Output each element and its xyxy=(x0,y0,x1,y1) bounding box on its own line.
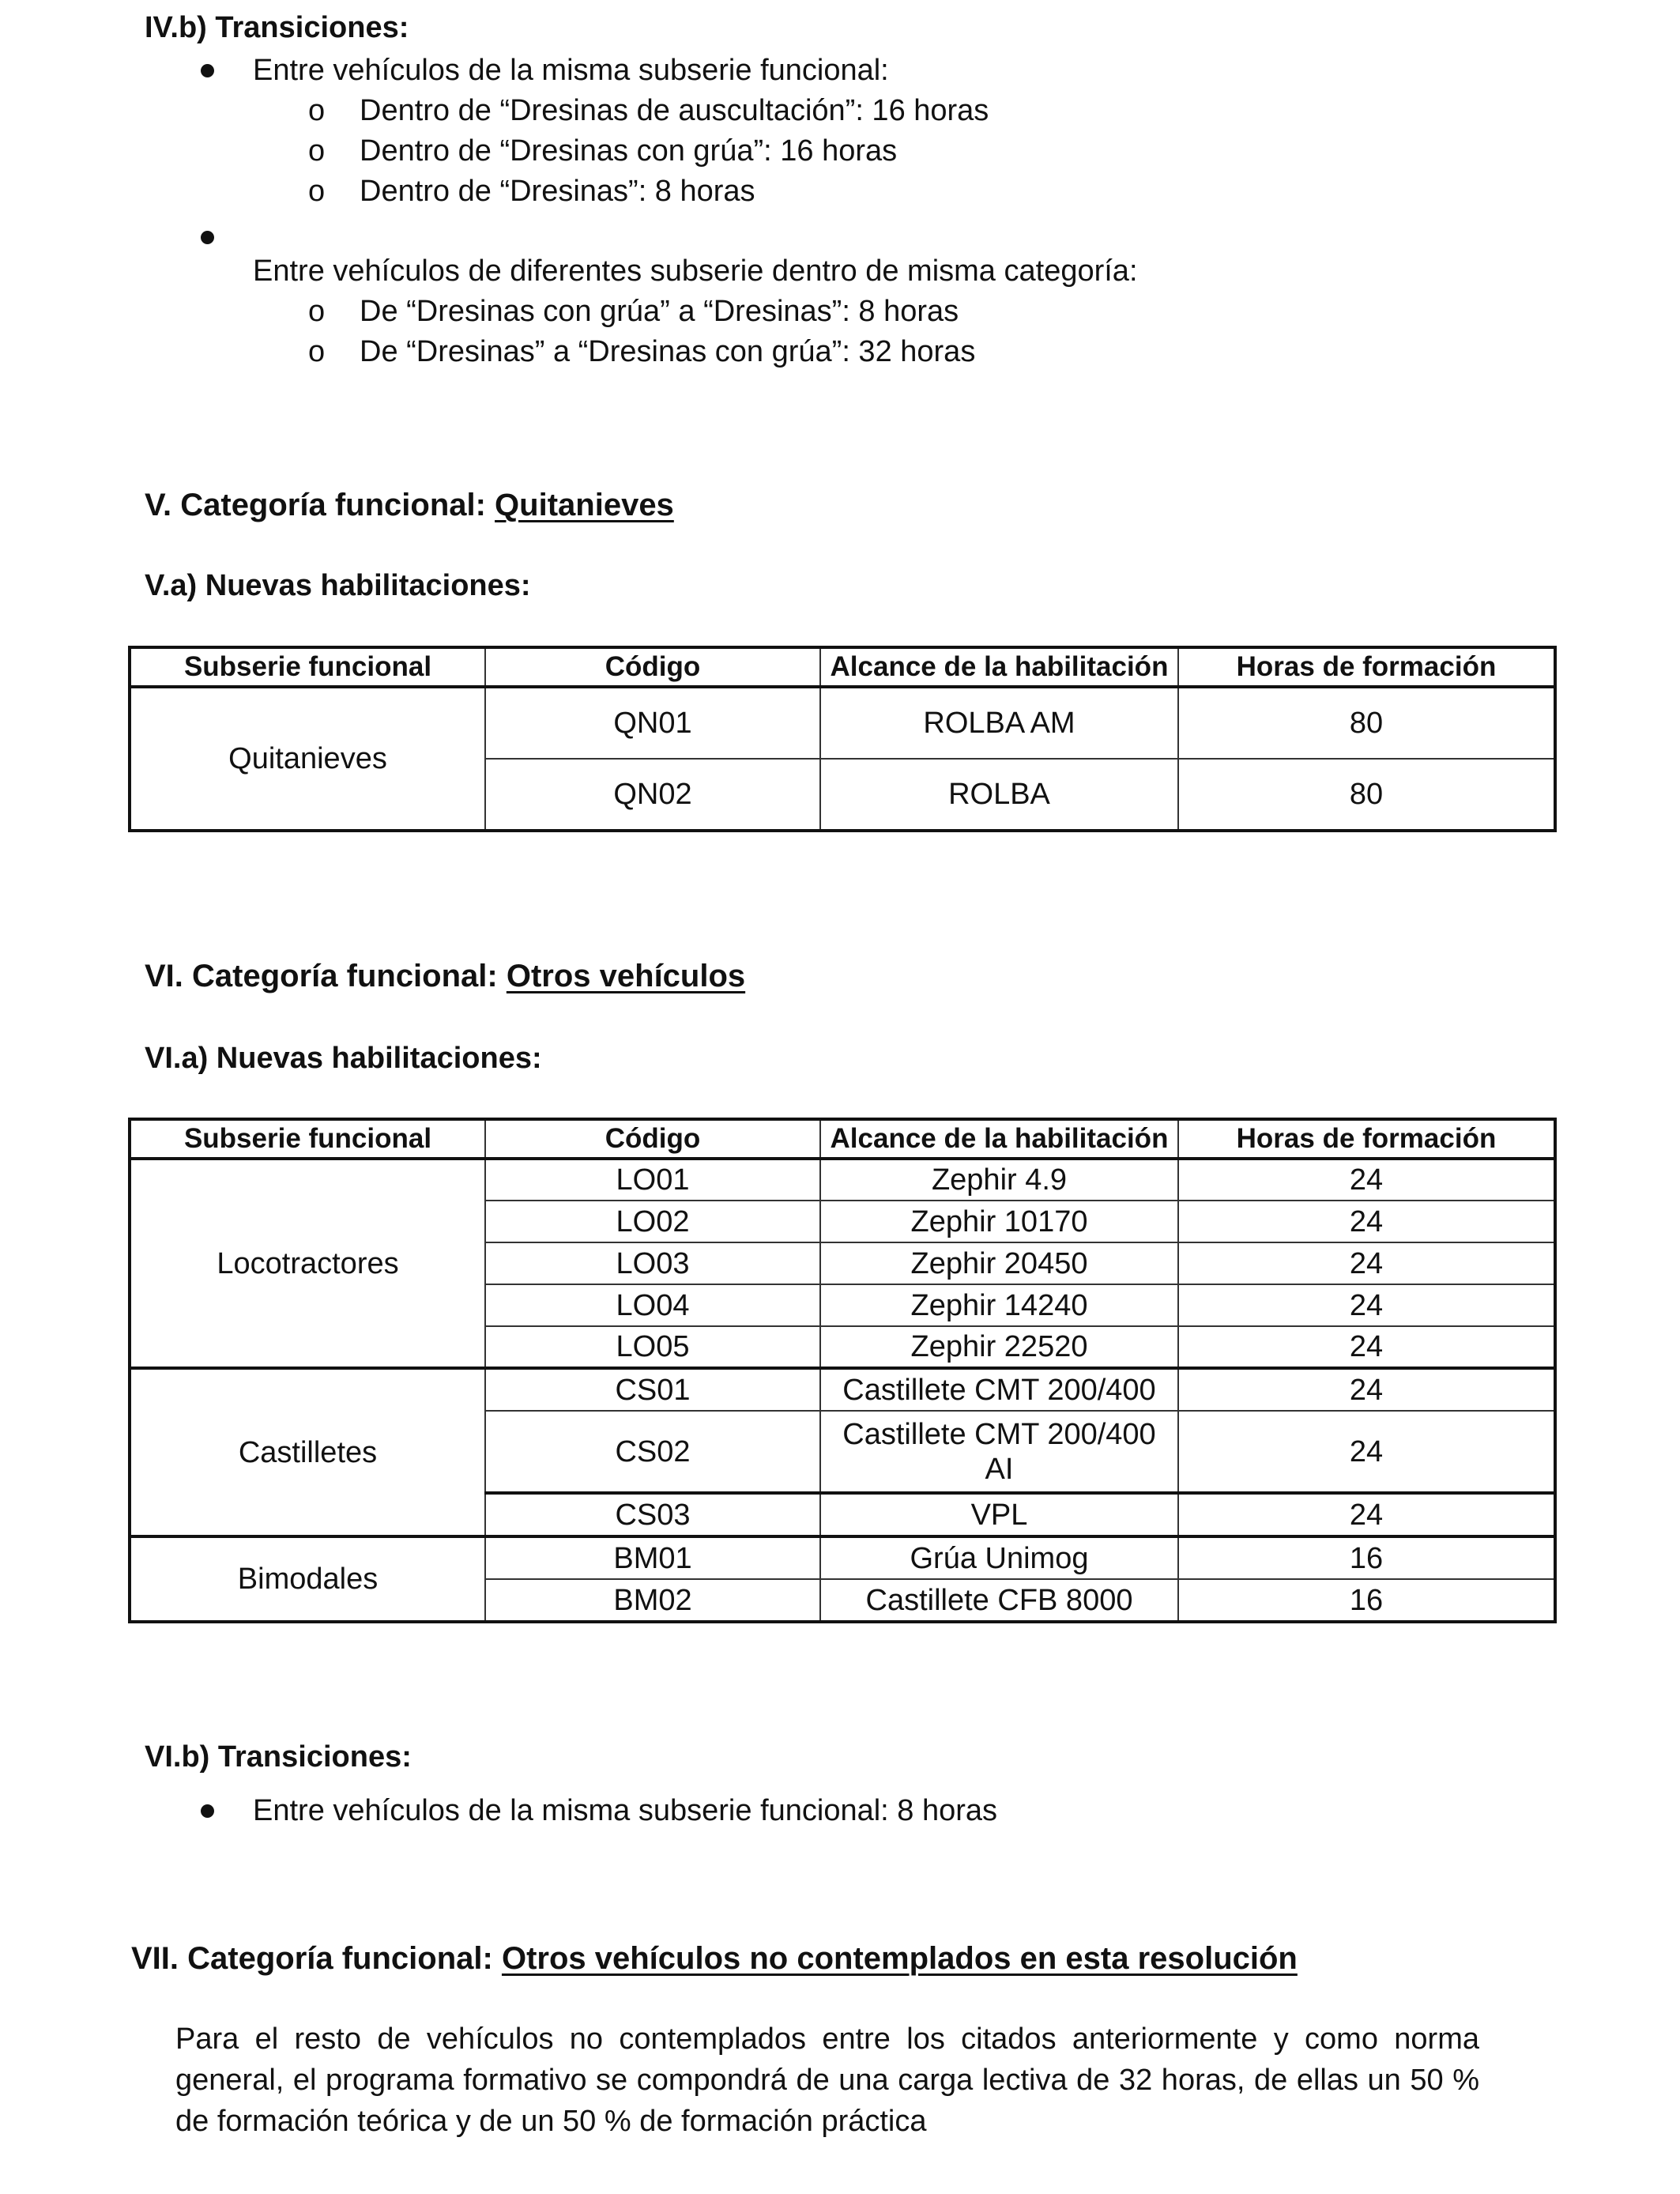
cell-codigo: CS02 xyxy=(485,1411,820,1493)
col-header-horas: Horas de formación xyxy=(1178,647,1555,687)
section-v-heading xyxy=(145,487,674,523)
section-vi-heading-link: Otros vehículos xyxy=(506,959,746,993)
cell-horas: 24 xyxy=(1178,1242,1555,1284)
section-v-heading-link: Quitanieves xyxy=(495,488,674,522)
list-item: Dentro de “Dresinas con grúa”: 16 horas xyxy=(360,134,898,168)
cell-horas: 24 xyxy=(1178,1411,1555,1493)
col-header-horas: Horas de formación xyxy=(1178,1119,1555,1159)
col-header-subserie: Subserie funcional xyxy=(130,647,485,687)
cell-horas: 24 xyxy=(1178,1201,1555,1242)
section-vii-heading-link: Otros vehículos no contemplados en esta resolución xyxy=(501,1941,1298,1976)
section-vii-paragraph xyxy=(175,2019,1479,2142)
section-vii-heading-prefix: VII. Categoría funcional: xyxy=(131,1941,502,1976)
cell-alcance: Grúa Unimog xyxy=(820,1536,1178,1579)
list-item: De “Dresinas con grúa” a “Dresinas”: 8 horas xyxy=(360,295,959,328)
bullet-icon xyxy=(201,1804,214,1818)
table-row xyxy=(130,1368,1555,1411)
bullet-text-same-subserie: Entre vehículos de la misma subserie funcional: xyxy=(253,54,889,87)
table-otros-vehiculos xyxy=(128,1118,1557,1623)
bullet-icon xyxy=(201,64,214,77)
circle-bullet-icon: o xyxy=(308,335,326,368)
table-quitanieves xyxy=(128,646,1557,832)
cell-horas: 16 xyxy=(1178,1579,1555,1622)
list-item: Dentro de “Dresinas de auscultación”: 16 horas xyxy=(360,94,989,127)
cell-subserie: Bimodales xyxy=(130,1536,485,1622)
col-header-subserie: Subserie funcional xyxy=(130,1119,485,1159)
section-vi-heading xyxy=(145,958,745,994)
cell-alcance-line1: Castillete CMT 200/400 xyxy=(842,1417,1156,1451)
cell-codigo: LO02 xyxy=(485,1201,820,1242)
circle-bullet-icon: o xyxy=(308,295,326,328)
cell-alcance-line2: AI xyxy=(985,1452,1014,1486)
table-row xyxy=(130,1536,1555,1579)
cell-horas: 80 xyxy=(1178,759,1555,831)
table-row xyxy=(130,687,1555,759)
col-header-codigo: Código xyxy=(485,1119,820,1159)
paragraph-line: de formación teórica y de un 50 % de formación práctica xyxy=(175,2105,927,2138)
col-header-alcance: Alcance de la habilitación xyxy=(820,647,1178,687)
section-v-heading-prefix: V. Categoría funcional: xyxy=(145,488,495,522)
section-vi-heading-prefix: VI. Categoría funcional: xyxy=(145,959,507,993)
cell-codigo: LO01 xyxy=(485,1159,820,1201)
cell-subserie: Locotractores xyxy=(130,1159,485,1368)
cell-codigo: BM02 xyxy=(485,1579,820,1622)
bullet-text-vib: Entre vehículos de la misma subserie funcional: 8 horas xyxy=(253,1794,998,1827)
section-vii-heading xyxy=(131,1940,1298,1977)
cell-codigo: QN02 xyxy=(485,759,820,831)
cell-codigo: LO05 xyxy=(485,1326,820,1368)
cell-horas: 80 xyxy=(1178,687,1555,759)
circle-bullet-icon: o xyxy=(308,134,326,168)
paragraph-line: Para el resto de vehículos no contemplados entre los citados anteriormente y como norma xyxy=(175,2022,1479,2056)
cell-alcance: ROLBA xyxy=(820,759,1178,831)
cell-alcance: Zephir 20450 xyxy=(820,1242,1178,1284)
cell-alcance: Castillete CFB 8000 xyxy=(820,1579,1178,1622)
bullet-text-different-subserie: Entre vehículos de diferentes subserie dentro de misma categoría: xyxy=(253,254,1138,288)
cell-subserie: Castilletes xyxy=(130,1368,485,1536)
cell-horas: 16 xyxy=(1178,1536,1555,1579)
circle-bullet-icon: o xyxy=(308,94,326,127)
bullet-icon xyxy=(201,231,214,244)
cell-codigo: QN01 xyxy=(485,687,820,759)
cell-codigo: BM01 xyxy=(485,1536,820,1579)
cell-subserie: Quitanieves xyxy=(130,687,485,831)
list-item: Dentro de “Dresinas”: 8 horas xyxy=(360,175,755,208)
section-vib-heading: VI.b) Transiciones: xyxy=(145,1740,412,1774)
paragraph-line: general, el programa formativo se compondrá de una carga lectiva de 32 horas, de ellas un 50 % xyxy=(175,2064,1479,2097)
section-via-heading: VI.a) Nuevas habilitaciones: xyxy=(145,1042,542,1075)
cell-alcance: Zephir 22520 xyxy=(820,1326,1178,1368)
table-row xyxy=(130,1159,1555,1201)
col-header-codigo: Código xyxy=(485,647,820,687)
cell-alcance: Zephir 14240 xyxy=(820,1284,1178,1326)
cell-codigo: LO04 xyxy=(485,1284,820,1326)
cell-horas: 24 xyxy=(1178,1326,1555,1368)
cell-codigo: CS03 xyxy=(485,1493,820,1536)
cell-horas: 24 xyxy=(1178,1368,1555,1411)
cell-horas: 24 xyxy=(1178,1284,1555,1326)
cell-horas: 24 xyxy=(1178,1159,1555,1201)
cell-alcance: ROLBA AM xyxy=(820,687,1178,759)
circle-bullet-icon: o xyxy=(308,175,326,208)
col-header-alcance: Alcance de la habilitación xyxy=(820,1119,1178,1159)
cell-alcance: Castillete CMT 200/400 xyxy=(820,1368,1178,1411)
section-ivb-heading: IV.b) Transiciones: xyxy=(145,11,409,44)
cell-codigo: CS01 xyxy=(485,1368,820,1411)
cell-alcance: Zephir 4.9 xyxy=(820,1159,1178,1201)
cell-alcance xyxy=(820,1411,1178,1493)
cell-alcance: Zephir 10170 xyxy=(820,1201,1178,1242)
cell-alcance: VPL xyxy=(820,1493,1178,1536)
list-item: De “Dresinas” a “Dresinas con grúa”: 32 horas xyxy=(360,335,976,368)
section-va-heading: V.a) Nuevas habilitaciones: xyxy=(145,569,531,602)
cell-horas: 24 xyxy=(1178,1493,1555,1536)
cell-codigo: LO03 xyxy=(485,1242,820,1284)
